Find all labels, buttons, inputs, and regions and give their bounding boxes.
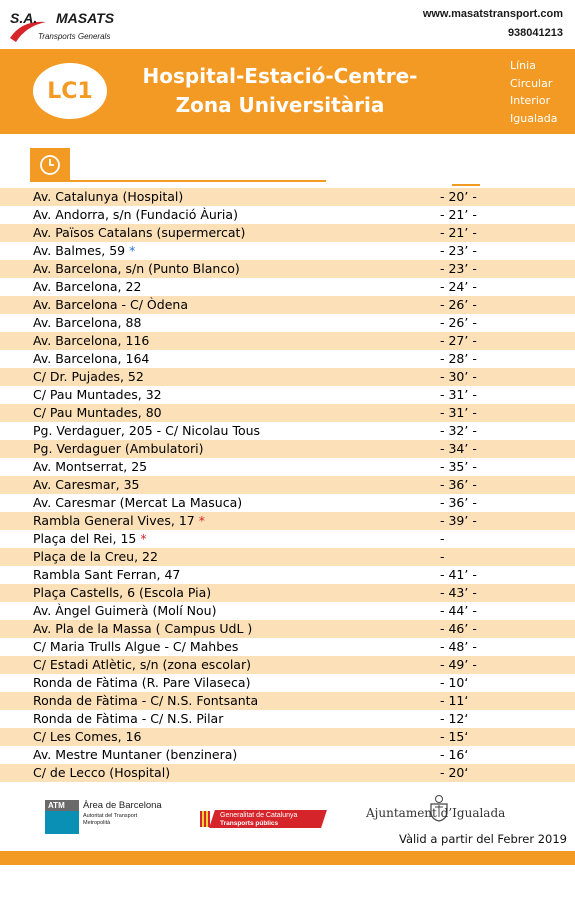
stop-name-text: Av. Barcelona, 164 [33, 351, 150, 366]
table-row [0, 476, 575, 494]
stop-name-text: Pg. Verdaguer (Ambulatori) [33, 441, 204, 456]
stop-time: - 26’ - [440, 315, 477, 330]
company-sa: S.A. [10, 10, 38, 26]
stop-name [33, 531, 147, 547]
table-row [0, 656, 575, 674]
stop-name-text: Av. Barcelona - C/ Òdena [33, 297, 188, 312]
phone-number: 938041213 [507, 27, 563, 39]
table-row [0, 458, 575, 476]
stop-name [33, 279, 141, 295]
table-row [0, 188, 575, 206]
stop-name [33, 693, 258, 709]
stop-name-text: Plaça Castells, 6 (Escola Pia) [33, 585, 212, 600]
stop-name [33, 297, 188, 313]
stop-name [33, 459, 147, 475]
stop-name-text: Av. Barcelona, 116 [33, 333, 150, 348]
line-type-1: Línia [510, 59, 536, 72]
table-row [0, 242, 575, 260]
table-row [0, 512, 575, 530]
stop-name [33, 549, 158, 565]
stop-time: - [440, 549, 445, 564]
stop-time: - 43’ - [440, 585, 477, 600]
stop-time: - 10‘ [440, 675, 469, 690]
stop-time: - 36’ - [440, 477, 477, 492]
stop-time: - 48’ - [440, 639, 477, 654]
stop-name-text: Rambla Sant Ferran, 47 [33, 567, 181, 582]
stop-name-text: Ronda de Fàtima - C/ N.S. Pilar [33, 711, 224, 726]
table-row [0, 368, 575, 386]
atm-name: Àrea de Barcelona [83, 800, 162, 811]
stop-time: - 28’ - [440, 351, 477, 366]
stop-name-text: C/ Maria Trulls Algue - C/ Mahbes [33, 639, 239, 654]
valid-from: Vàlid a partir del Febrer 2019 [398, 832, 567, 846]
table-row [0, 728, 575, 746]
atm-subtitle-2: Metropolità [83, 819, 111, 826]
table-row [0, 440, 575, 458]
clock-icon [39, 154, 61, 176]
stop-time: - 12‘ [440, 711, 469, 726]
stop-time: - 32’ - [440, 423, 477, 438]
stop-name-text: Av. Barcelona, 88 [33, 315, 142, 330]
table-row [0, 224, 575, 242]
table-row [0, 494, 575, 512]
table-row [0, 260, 575, 278]
stop-name [33, 567, 180, 583]
generalitat-logo [200, 810, 324, 830]
table-row [0, 710, 575, 728]
stop-name [33, 477, 139, 493]
stop-time: - 46’ - [440, 621, 477, 636]
stop-name [33, 765, 170, 781]
stop-time: - 23’ - [440, 243, 477, 258]
company-name: MASATS [56, 10, 115, 26]
stop-name [33, 729, 141, 745]
stop-time: - 26’ - [440, 297, 477, 312]
stop-name-text: Plaça del Rei, 15 [33, 531, 141, 546]
schedule-header [30, 148, 70, 182]
company-tagline: Transports Generals [38, 32, 111, 41]
generalitat-sub: Transports públics [220, 820, 279, 827]
stop-name-text: C/ Pau Muntades, 32 [33, 387, 162, 402]
stop-name [33, 369, 144, 385]
stop-name [33, 405, 162, 421]
stop-name-text: Av. Montserrat, 25 [33, 459, 148, 474]
stop-note-marker: * [129, 243, 136, 258]
stop-name-text: Ronda de Fàtima - C/ N.S. Fontsanta [33, 693, 259, 708]
table-row [0, 386, 575, 404]
stop-time: - 20‘ [440, 765, 469, 780]
senyera-icon [200, 811, 210, 827]
stop-name-text: Av. Caresmar (Mercat La Masuca) [33, 495, 243, 510]
line-code: LC1 [47, 78, 93, 104]
stop-name [33, 225, 245, 241]
stop-time: - 39’ - [440, 513, 477, 528]
stop-name-text: Av. Mestre Muntaner (benzinera) [33, 747, 238, 762]
stop-name [33, 333, 149, 349]
stop-name-text: Av. Catalunya (Hospital) [33, 189, 184, 204]
line-type-2: Circular [510, 76, 553, 90]
line-type-label [510, 57, 557, 127]
stop-time: - 35’ - [440, 459, 477, 474]
stop-name [33, 621, 252, 637]
route-title-line2: Zona Universitària [175, 93, 385, 117]
header-divider [70, 180, 326, 182]
stop-name [33, 513, 205, 529]
stop-name-text: Av. Barcelona, s/n (Punto Blanco) [33, 261, 240, 276]
stop-name [33, 315, 141, 331]
stop-name [33, 585, 211, 601]
stops-table [0, 188, 575, 782]
stop-name [33, 387, 162, 403]
stop-name-text: Av. Caresmar, 35 [33, 477, 140, 492]
route-title [130, 62, 430, 120]
stop-name [33, 711, 223, 727]
stop-name-text: Plaça de la Creu, 22 [33, 549, 158, 564]
stop-time: - [440, 531, 445, 546]
stop-time: - 41’ - [440, 567, 477, 582]
stop-name [33, 243, 135, 259]
stop-time: - 27’ - [440, 333, 477, 348]
stop-name-text: Pg. Verdaguer, 205 - C/ Nicolau Tous [33, 423, 261, 438]
stop-name [33, 189, 183, 205]
table-row [0, 530, 575, 548]
stop-time: - 20’ - [440, 189, 477, 204]
stop-name-text: C/ Dr. Pujades, 52 [33, 369, 144, 384]
stop-name [33, 495, 242, 511]
stop-name [33, 675, 250, 691]
table-row [0, 278, 575, 296]
stop-name-text: Av. Balmes, 59 [33, 243, 130, 258]
table-row [0, 404, 575, 422]
stop-name [33, 351, 149, 367]
time-column-marker [452, 184, 480, 186]
atm-subtitle [83, 813, 137, 826]
line-type-4: Igualada [510, 111, 558, 125]
stop-time: - 30’ - [440, 369, 477, 384]
table-row [0, 314, 575, 332]
line-badge [33, 63, 107, 119]
website-link[interactable]: www.masatstransport.com [422, 8, 563, 20]
table-row [0, 602, 575, 620]
bottom-bar [0, 851, 575, 865]
stop-time: - 34’ - [440, 441, 477, 456]
stop-time: - 31’ - [440, 405, 477, 420]
stop-name-text: Av. Àngel Guimerà (Molí Nou) [33, 603, 217, 618]
table-row [0, 674, 575, 692]
generalitat-name: Generalitat de Catalunya [220, 812, 298, 819]
stop-time: - 24’ - [440, 279, 477, 294]
stop-name [33, 747, 237, 763]
table-row [0, 638, 575, 656]
line-type-3: Interior [510, 94, 551, 107]
table-row [0, 584, 575, 602]
stop-name-text: C/ Estadi Atlètic, s/n (zona escolar) [33, 657, 251, 672]
route-title-line1: Hospital-Estació-Centre- [142, 64, 418, 88]
stop-name-text: Av. Pla de la Massa ( Campus UdL ) [33, 621, 253, 636]
table-row [0, 620, 575, 638]
atm-badge [45, 800, 79, 834]
atm-subtitle-1: Autoritat del Transport [83, 813, 138, 819]
stop-time: - 11‘ [440, 693, 469, 708]
stop-name [33, 423, 260, 439]
table-row [0, 566, 575, 584]
table-row [0, 692, 575, 710]
stop-name-text: Av. Andorra, s/n (Fundació Àuria) [33, 207, 238, 222]
table-row [0, 350, 575, 368]
stop-name [33, 441, 204, 457]
table-row [0, 296, 575, 314]
stop-time: - 15‘ [440, 729, 469, 744]
stop-time: - 36’ - [440, 495, 477, 510]
table-row [0, 764, 575, 782]
stop-time: - 31’ - [440, 387, 477, 402]
stop-name [33, 657, 251, 673]
stop-name-text: Rambla General Vives, 17 [33, 513, 199, 528]
stop-name [33, 261, 240, 277]
atm-badge-color [45, 811, 79, 834]
stop-name-text: Ronda de Fàtima (R. Pare Vilaseca) [33, 675, 251, 690]
stop-name-text: Av. Barcelona, 22 [33, 279, 142, 294]
stop-time: - 21’ - [440, 225, 477, 240]
stop-name-text: C/ Pau Muntades, 80 [33, 405, 162, 420]
stop-note-marker: * [198, 513, 205, 528]
stop-name-text: Av. Països Catalans (supermercat) [33, 225, 246, 240]
table-row [0, 422, 575, 440]
atm-logo [45, 800, 175, 834]
masats-logo [8, 6, 128, 46]
atm-badge-text: ATM [45, 800, 79, 811]
table-row [0, 746, 575, 764]
stop-name-text: C/ de Lecco (Hospital) [33, 765, 171, 780]
table-row [0, 548, 575, 566]
stop-name [33, 639, 238, 655]
table-row [0, 332, 575, 350]
stop-name-text: C/ Les Comes, 16 [33, 729, 142, 744]
ajuntament-logo-text: Ajuntament d’Igualada [366, 806, 506, 820]
stop-time: - 16‘ [440, 747, 469, 762]
stop-time: - 49’ - [440, 657, 477, 672]
stop-time: - 23’ - [440, 261, 477, 276]
stop-name [33, 207, 238, 223]
stop-note-marker: * [140, 531, 147, 546]
stop-time: - 44’ - [440, 603, 477, 618]
stop-name [33, 603, 216, 619]
table-row [0, 206, 575, 224]
stop-time: - 21’ - [440, 207, 477, 222]
